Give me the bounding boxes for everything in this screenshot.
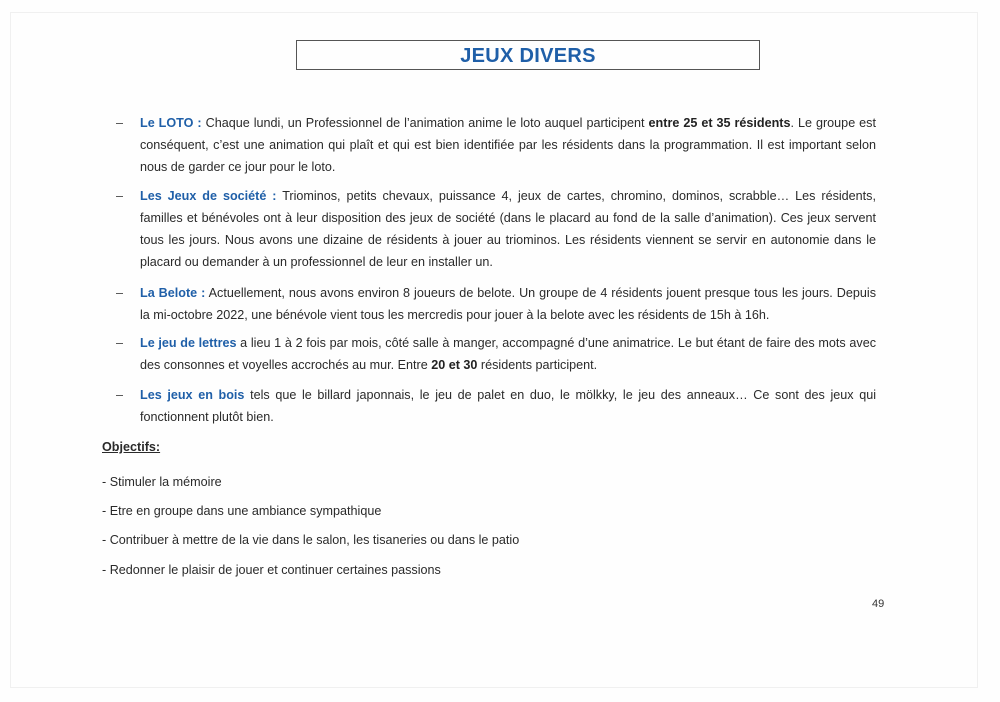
page-number: 49 [872, 598, 885, 610]
list-dash: – [116, 189, 124, 203]
list-dash: – [116, 388, 124, 402]
objective-item: - Redonner le plaisir de jouer et continuer certaines passions [102, 563, 441, 577]
objective-item: - Etre en groupe dans une ambiance sympathique [102, 504, 382, 518]
list-dash: – [116, 336, 124, 350]
title-box [296, 40, 760, 70]
list-item-jeux-bois [116, 384, 876, 428]
item-keyword: La Belote : [140, 286, 206, 300]
list-item-loto [116, 112, 876, 178]
item-text: résidents participent. [477, 358, 598, 372]
objective-item: - Contribuer à mettre de la vie dans le salon, les tisaneries ou dans le patio [102, 533, 520, 547]
item-text: tels que le billard japonnais, le jeu de palet en duo, le mölkky, le jeu des anneaux… Ce sont des jeux qui fonctionnent plutôt bien. [140, 388, 877, 424]
item-highlight: 20 et 30 [431, 358, 478, 372]
list-item-text [140, 384, 876, 428]
item-keyword: Les jeux en bois [140, 388, 245, 402]
page-title: JEUX DIVERS [460, 45, 596, 67]
item-text: a lieu 1 à 2 fois par mois, côté salle à manger, accompagné d’une animatrice. Le but étant de faire des mots avec des consonnes et voyelles accrochés au mur. Entre [140, 336, 876, 372]
item-text: Actuellement, nous avons environ 8 joueurs de belote. Un groupe de 4 résidents jouent presque tous les jours. Depuis la mi-octobre 2022, une bénévole vient tous les mercredis pour jouer à la belote avec les résidents de 15h à 16h. [140, 286, 876, 322]
list-item-belote [116, 282, 876, 326]
list-item-text [140, 332, 876, 376]
list-item-text [140, 282, 876, 326]
list-dash: – [116, 286, 124, 300]
item-highlight: entre 25 et 35 résidents [648, 116, 791, 130]
item-keyword: Le LOTO : [140, 116, 202, 130]
list-item-jeu-lettres [116, 332, 876, 376]
objective-item: - Stimuler la mémoire [102, 475, 222, 489]
list-item-jeux-societe [116, 185, 876, 273]
item-keyword: Le jeu de lettres [140, 336, 237, 350]
item-text: Triominos, petits chevaux, puissance 4, jeux de cartes, chromino, dominos, scrabble… Les résidents, familles et bénévoles ont à leur disposition des jeux de société (dans le placard au fond de la salle d’animation). Ces jeux servent tous les jours. Nous avons une dizaine de résidents à jouer au triominos. Les résidents viennent se servir en autonomie dans le placard ou demander à un professionnel de leur en installer un. [140, 189, 876, 269]
item-text: Chaque lundi, un Professionnel de l’animation anime le loto auquel participent [201, 116, 649, 130]
item-keyword: Les Jeux de société : [140, 189, 277, 203]
list-item-text [140, 185, 876, 273]
list-dash: – [116, 116, 124, 130]
item-text: . Le groupe est conséquent, c’est une animation qui plaît et qui est bien identifiée par les résidents dans la programmation. Il est important selon nous de garder ce jour pour le loto. [140, 116, 876, 174]
objectives-heading: Objectifs: [102, 440, 161, 454]
list-item-text [140, 112, 876, 178]
